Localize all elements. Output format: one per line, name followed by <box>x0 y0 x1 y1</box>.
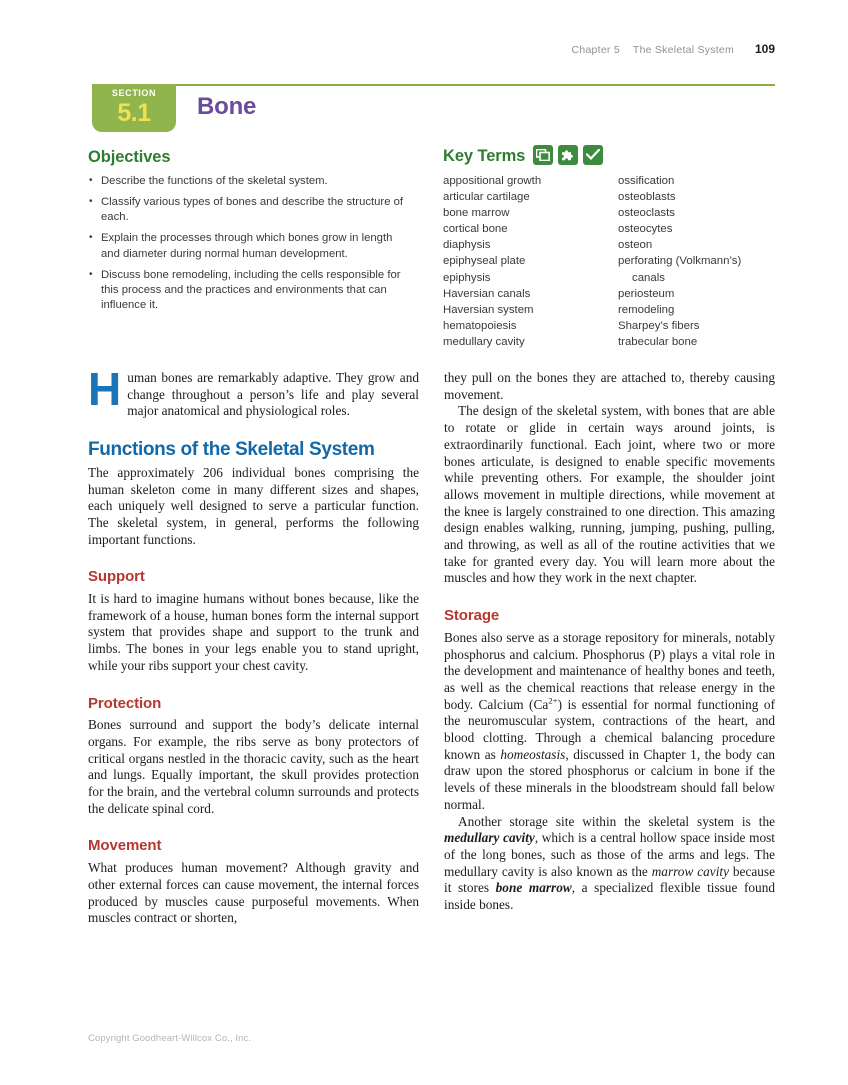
key-terms-column-right <box>618 173 783 350</box>
checkmark-icon[interactable] <box>583 145 603 165</box>
key-term: bone marrow <box>443 207 510 220</box>
key-terms-icon-group <box>533 145 603 165</box>
section-badge-word: SECTION <box>111 88 157 98</box>
objective-item: • Explain the processes through which bones grow in length and diameter during normal human development. <box>88 231 408 262</box>
key-term: articular cartilage <box>443 191 530 204</box>
key-term: cortical bone <box>443 223 508 236</box>
key-term: diaphysis <box>443 239 491 252</box>
objective-item: • Discuss bone remodeling, including the cells responsible for this process and the practices and environments that can influence it. <box>88 268 408 314</box>
flashcards-icon[interactable] <box>533 145 553 165</box>
support-heading: Support <box>88 568 145 586</box>
storage-p1-part-a: Bones also serve as a storage repository for minerals, notably phosphorus and calcium. Phosphorus (P) plays a vital role in the development and maintenance of healthy bones and teeth, as well as the chemical reactions that release energy in the body. Calcium (Ca <box>444 629 775 712</box>
key-term: osteon <box>618 239 653 252</box>
key-term: epiphysis <box>443 271 491 284</box>
storage-p2-part-b: , which is a central hollow space inside most of the long bones, such as those of the arms and legs. The medullary cavity is also known as the <box>444 830 775 879</box>
storage-p2-part-d: , a specialized flexible tissue found inside bones. <box>444 880 775 913</box>
protection-paragraph: Bones surround and support the body’s delicate internal organs. For example, the ribs serve as bony protectors of critical organs nestled in the thoracic cavity, such as the heart and lungs. Equally important, the skull provides protection for the brain, and the vertebral column surrounds and protects the delicate spinal cord. <box>88 717 419 816</box>
running-head-title: The Skeletal System <box>632 44 734 56</box>
marrow-cavity-term: marrow cavity <box>651 863 729 879</box>
running-head <box>572 42 775 56</box>
body-column-right <box>444 370 775 914</box>
storage-paragraph-1 <box>444 630 775 814</box>
key-term: ossification <box>618 175 675 187</box>
copyright-footer: Copyright Goodheart-Willcox Co., Inc. <box>88 1033 252 1044</box>
objectives-block <box>88 148 408 319</box>
calcium-charge-superscript: 2+ <box>548 695 558 706</box>
objectives-heading: Objectives <box>88 148 171 166</box>
key-term: appositional growth <box>443 175 542 187</box>
design-paragraph: The design of the skeletal system, with bones that are able to rotate or glide in certain ways around joints, is extraordinarily functional. Each joint, where two or more bones articulate, is designed to enable specific movements while preventing others. For example, the shoulder joint allows movement in multiple directions, while movement at the knee is largely constrained to one direction. This amazing design enables walking, running, jumping, pushing, pulling, and throwing, as well as all of the routine activities that we take for granted every day. You will learn more about the muscles and how they work in the next chapter. <box>444 403 775 586</box>
key-terms-columns <box>443 173 783 350</box>
key-terms-header-row <box>443 145 783 168</box>
body-column-left <box>88 363 419 927</box>
section-badge-number: 5.1 <box>117 99 151 127</box>
bone-marrow-term: bone marrow <box>495 880 572 896</box>
protection-heading: Protection <box>88 694 162 712</box>
key-term: Sharpey’s fibers <box>618 319 700 332</box>
key-terms-column-left <box>443 173 618 350</box>
objective-item: • Describe the functions of the skeletal system. <box>88 174 408 189</box>
drop-cap: H <box>88 363 122 415</box>
movement-continued-paragraph: they pull on the bones they are attached to, thereby causing movement. <box>444 370 775 402</box>
puzzle-piece-icon[interactable] <box>558 145 578 165</box>
movement-paragraph: What produces human movement? Although gravity and other external forces can cause movement, the internal forces produced by muscles cause purposeful movements. When muscles contract or shorten, <box>88 860 419 926</box>
intro-paragraph <box>88 363 419 420</box>
key-term: osteocytes <box>618 223 673 236</box>
key-term: Haversian canals <box>443 287 531 300</box>
key-terms-heading: Key Terms <box>443 147 526 165</box>
section-title: Bone <box>197 93 257 120</box>
key-term: canals <box>632 271 665 284</box>
page-number: 109 <box>754 42 775 56</box>
functions-heading: Functions of the Skeletal System <box>88 439 375 461</box>
storage-p2-part-c: because it stores <box>444 863 775 896</box>
section-rule <box>160 84 775 86</box>
homeostasis-term: homeostasis <box>500 746 566 762</box>
key-term: epiphyseal plate <box>443 255 526 268</box>
key-terms-block <box>443 145 783 350</box>
storage-heading: Storage <box>444 607 500 625</box>
running-head-chapter: Chapter 5 <box>571 44 620 56</box>
key-term: perforating (Volkmann’s) <box>618 255 742 268</box>
support-paragraph: It is hard to imagine humans without bones because, like the framework of a house, human bones form the internal support system that provides shape and support to the trunk and limbs. The bones in your legs enable you to stand upright, while your ribs support your chest cavity. <box>88 591 419 673</box>
storage-paragraph-2 <box>444 814 775 914</box>
key-term: hematopoiesis <box>443 319 517 332</box>
key-term: Haversian system <box>443 303 534 316</box>
objectives-list <box>88 174 408 314</box>
medullary-cavity-term: medullary cavity <box>444 830 535 846</box>
objective-item: • Classify various types of bones and describe the structure of each. <box>88 195 408 226</box>
section-badge <box>92 84 176 132</box>
functions-paragraph: The approximately 206 individual bones comprising the human skeleton come in many different sizes and shapes, each uniquely well designed to serve a particular function. The skeletal system, in general, performs the following important functions. <box>88 464 419 547</box>
key-term: osteoblasts <box>618 191 676 204</box>
storage-p1-part-b: ) is essential for normal functioning of the neuromuscular system, contractions of the heart, and blood clotting. Through a chemical balancing procedure known as <box>444 696 775 762</box>
storage-p1-part-c: , discussed in Chapter 1, the body can draw upon the stored phosphorus or calcium in bone if the levels of these minerals in the bloodstream should fall below normal. <box>444 746 775 812</box>
key-term: medullary cavity <box>443 335 525 348</box>
key-term: periosteum <box>618 287 675 300</box>
key-term: osteoclasts <box>618 207 675 220</box>
intro-text: uman bones are remarkably adaptive. They grow and change throughout a person’s life and play several major anatomical and physiological roles. <box>127 370 419 419</box>
storage-p2-part-a: Another storage site within the skeletal system is the <box>458 813 775 829</box>
key-term: remodeling <box>618 303 675 316</box>
movement-heading: Movement <box>88 837 162 855</box>
key-term: trabecular bone <box>618 335 698 348</box>
